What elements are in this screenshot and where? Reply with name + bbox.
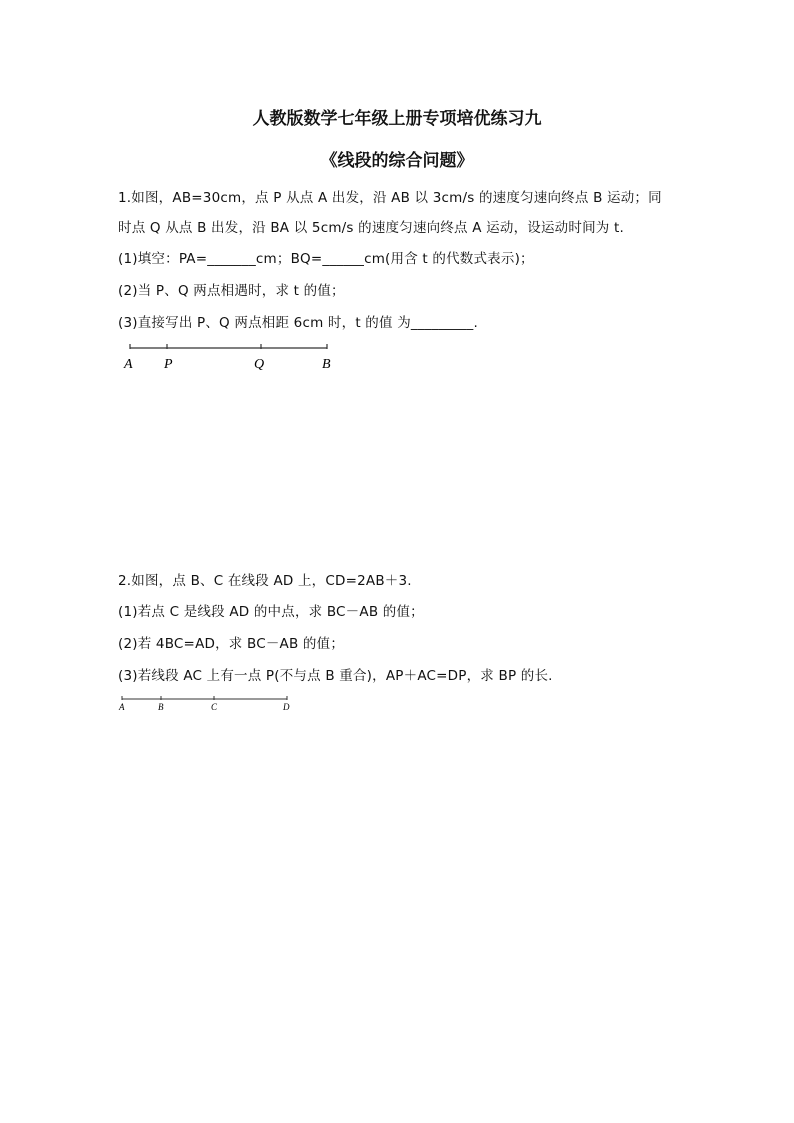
label-p: P bbox=[164, 357, 173, 372]
document-subtitle: 《线段的综合问题》 bbox=[320, 151, 474, 171]
problem-2-line-1: 2.如图，点 B、C 在线段 AD 上，CD=2AB＋3. bbox=[118, 573, 412, 589]
document-title: 人教版数学七年级上册专项培优练习九 bbox=[252, 109, 542, 129]
label-b: B bbox=[322, 357, 331, 372]
label-q: Q bbox=[254, 357, 265, 372]
problem-2-part-3: (3)若线段 AC 上有一点 P(不与点 B 重合)，AP＋AC=DP，求 BP 的长. bbox=[118, 668, 553, 684]
problem-1-line-1: 1.如图，AB=30cm，点 P 从点 A 出发，沿 AB 以 3cm/s 的速度匀速向终点 B 运动；同 bbox=[118, 190, 662, 206]
problem-2-part-2: (2)若 4BC=AD，求 BC－AB 的值； bbox=[118, 636, 345, 652]
label-d: D bbox=[283, 702, 290, 712]
problem-2-part-1: (1)若点 C 是线段 AD 的中点，求 BC－AB 的值； bbox=[118, 604, 424, 620]
problem-1-part-3: (3)直接写出 P、Q 两点相距 6cm 时，t 的值 为_________. bbox=[118, 315, 478, 331]
problem-1-part-1: (1)填空：PA=_______cm；BQ=______cm(用含 t 的代数式表示)； bbox=[118, 251, 534, 267]
label-c: C bbox=[211, 702, 218, 712]
problem-1-line-2: 时点 Q 从点 B 出发，沿 BA 以 5cm/s 的速度匀速向终点 A 运动，设运动时间为 t. bbox=[118, 220, 624, 236]
problem-1-part-2: (2)当 P、Q 两点相遇时，求 t 的值； bbox=[118, 283, 345, 299]
label-a: A bbox=[119, 702, 125, 712]
label-b: B bbox=[158, 702, 164, 712]
problem-2-figure bbox=[115, 692, 300, 714]
problem-1-figure bbox=[115, 336, 345, 376]
label-a: A bbox=[124, 357, 133, 372]
